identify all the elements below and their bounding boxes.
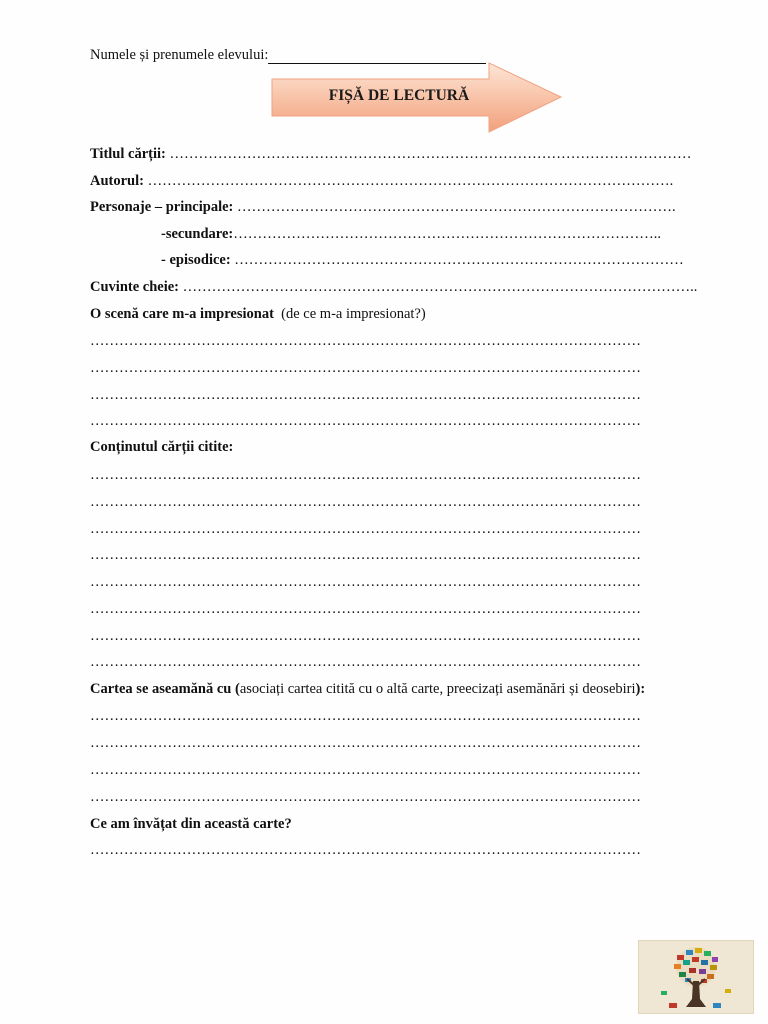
secondary-characters-row[interactable]	[161, 225, 661, 243]
content-line[interactable]: ……………………………………………………………………………………………………	[90, 654, 641, 670]
content-label: Conținutul cărții citite:	[90, 439, 234, 455]
scene-line[interactable]: ……………………………………………………………………………………………………	[90, 413, 641, 429]
content-heading	[90, 438, 233, 456]
main-characters-row[interactable]	[90, 198, 676, 216]
keywords-row[interactable]	[90, 278, 697, 296]
page-title: FIȘĂ DE LECTURĂ	[328, 87, 470, 104]
keywords-label: Cuvinte cheie:	[90, 279, 179, 295]
secondary-characters-label: -secundare:	[161, 226, 234, 242]
content-line[interactable]: ……………………………………………………………………………………………………	[90, 521, 641, 537]
book-tree-icon	[638, 940, 754, 1014]
content-line[interactable]: ……………………………………………………………………………………………………	[90, 547, 641, 563]
episodic-characters-dots[interactable]: …………………………………………………………………………………	[234, 252, 684, 268]
comparison-label: Cartea se aseamănă cu (	[90, 681, 240, 697]
content-line[interactable]: ……………………………………………………………………………………………………	[90, 467, 641, 483]
main-characters-label: Personaje – principale:	[90, 199, 234, 215]
title-arrow-banner	[271, 62, 563, 133]
scene-hint: (de ce m-a impresionat?)	[281, 306, 426, 322]
book-title-row[interactable]	[90, 145, 691, 163]
book-title-label: Titlul cărții:	[90, 146, 166, 162]
episodic-characters-row[interactable]	[161, 251, 684, 269]
student-name-label: Numele și prenumele elevului:	[90, 47, 269, 63]
comparison-line[interactable]: ……………………………………………………………………………………………………	[90, 789, 641, 805]
author-label: Autorul:	[90, 173, 144, 189]
comparison-heading	[90, 680, 645, 698]
learned-line[interactable]: ……………………………………………………………………………………………………	[90, 842, 641, 858]
main-characters-dots[interactable]: ……………………………………………………………………………….	[237, 199, 676, 215]
content-line[interactable]: ……………………………………………………………………………………………………	[90, 601, 641, 617]
comparison-line[interactable]: ……………………………………………………………………………………………………	[90, 735, 641, 751]
learned-label: Ce am învățat din această carte?	[90, 816, 292, 832]
scene-line[interactable]: ……………………………………………………………………………………………………	[90, 333, 641, 349]
content-line[interactable]: ……………………………………………………………………………………………………	[90, 494, 641, 510]
comparison-hint: asociați cartea citită cu o altă carte, preecizați asemănări și deosebiri	[239, 681, 636, 697]
keywords-dots[interactable]: ……………………………………………………………………………………………..	[182, 279, 698, 295]
author-row[interactable]	[90, 172, 673, 190]
comparison-label-end: ):	[635, 681, 646, 697]
episodic-characters-label: - episodice:	[161, 252, 231, 268]
comparison-line[interactable]: ……………………………………………………………………………………………………	[90, 762, 641, 778]
content-line[interactable]: ……………………………………………………………………………………………………	[90, 628, 641, 644]
scene-heading	[90, 305, 426, 323]
book-title-dots[interactable]: ………………………………………………………………………………………………	[169, 146, 692, 162]
learned-heading	[90, 815, 292, 833]
comparison-line[interactable]: ……………………………………………………………………………………………………	[90, 708, 641, 724]
scene-line[interactable]: ……………………………………………………………………………………………………	[90, 387, 641, 403]
content-line[interactable]: ……………………………………………………………………………………………………	[90, 574, 641, 590]
scene-label: O scenă care m-a impresionat	[90, 306, 274, 322]
author-dots[interactable]: ……………………………………………………………………………………………….	[147, 173, 674, 189]
scene-line[interactable]: ……………………………………………………………………………………………………	[90, 360, 641, 376]
secondary-characters-dots[interactable]: ……………………………………………………………………………..	[233, 226, 661, 242]
